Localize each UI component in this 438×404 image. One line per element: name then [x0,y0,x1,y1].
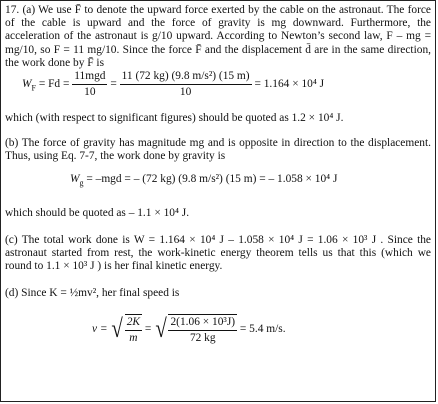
work-result: = 1.164 × 10⁴ J [254,78,325,91]
part-b-conclusion: which should be quoted as – 1.1 × 10⁴ J. [5,207,190,219]
fraction-numeric: $\frac{\text{11 (72 kg) (9.8 m/s²) (15 m)}}{10}$ [121,70,250,99]
part-d-intro: (d) Since K = ½mv², her final speed is [5,287,180,299]
part-a-conclusion: which (with respect to significant figures) should be quoted as 1.2 × 10⁴ J. [5,112,344,124]
speed-result: = 5.4 m/s. [239,323,286,336]
work-subscript: F [31,83,36,93]
gravity-work-expression: = –mgd = – (72 kg) (9.8 m/s²) (15 m) = – 1.058 × 10⁴ J [86,173,338,185]
part-c-text: (c) The total work done is W = 1.164 × 10⁴ J – 1.058 × 10⁴ J = 1.06 × 10³ J . Since the astronaut started from rest, the work-kinetic energy theorem tells us that this (which we round to 1.1 × 10³ J ) is her final kinetic energy. [5,234,431,273]
part-a-intro: 17. (a) We use F̄ to denote the upward force exerted by the cable on the astronaut. The force of the cable is upward and the force of gravity is mg downward. Furthermore, the acceleration of the astronaut is g/10 upward. According to Newton’s second law, F – mg = mg/10, so F = 11 mg/10. Since the force F̄ and the displacement d̄ are in the same direction, the work done by F̄ is [5,4,431,69]
sqrt-2k-over-m: √ $\frac{2K}{m}$ [111,314,141,345]
part-b-intro: (b) The force of gravity has magnitude mg and is opposite in direction to the displacement. Thus, using Eq. 7-7, the work done by gravity is [5,137,431,163]
part-d-speed-equation: v = √ $\frac{2K}{m}$ = √ $\frac{\text{2(1.06 × 10³J)}}{72 kg}$ = 5.4 m/s. [92,314,286,345]
work-gravity-symbol: W [70,173,80,185]
speed-lhs: v = [92,323,108,336]
equals-fd: = Fd = [38,78,70,91]
sqrt-numeric: √ $\frac{\text{2(1.06 × 10³J)}}{72 kg}$ [155,314,236,345]
work-symbol: W [22,78,32,91]
fraction-11mgd: $\frac{\text{11mgd}}{10}$ [74,70,106,99]
part-a-work-equation: $W_F = Fd$ = $\frac{\text{11mgd}}{10}$ = $\frac{\text{11 (72 kg) (9.8 m/s²) (15 m)}}{10}$ = 1.164 × 10⁴ J [22,70,325,99]
part-b-gravity-equation: $W_g = -mgd$ = – (72 kg) (9.8 m/s²) (15 m) = – 1.058 × 10⁴ J [70,173,338,188]
